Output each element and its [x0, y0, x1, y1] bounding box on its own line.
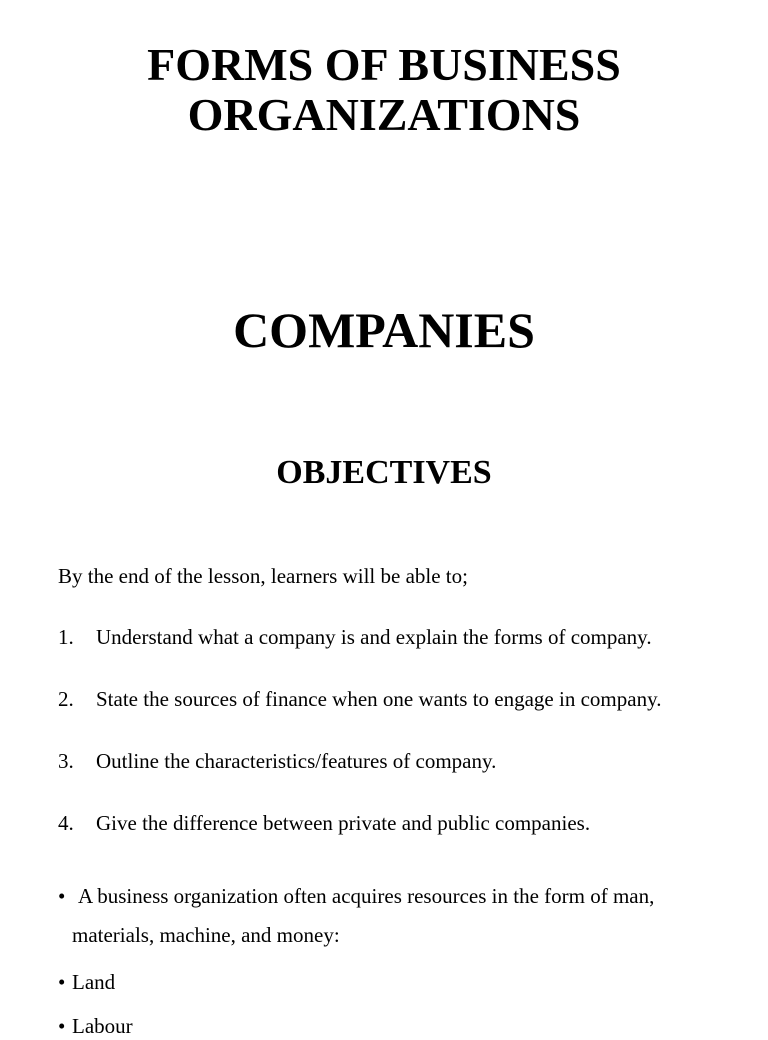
objective-text: Give the difference between private and public companies.: [96, 811, 591, 835]
objective-item-2: [58, 685, 661, 713]
resources-bullet: [58, 882, 718, 949]
objective-number: 3.: [58, 749, 74, 773]
objective-number: 1.: [58, 625, 74, 649]
objective-item-3: [58, 747, 496, 775]
bullet-item-labour: [58, 1012, 133, 1040]
document-title: [0, 40, 768, 140]
section-heading-companies: COMPANIES: [233, 302, 535, 358]
objective-text: Outline the characteristics/features of company.: [96, 749, 497, 773]
objective-number: 4.: [58, 811, 74, 835]
section-heading-objectives: OBJECTIVES: [276, 454, 492, 491]
objective-text: State the sources of finance when one wants to engage in company.: [96, 687, 662, 711]
objective-text: Understand what a company is and explain the forms of company.: [96, 625, 652, 649]
resources-text-line-1: A business organization often acquires resources in the form of man,: [78, 884, 655, 908]
bullet-item-land: [58, 968, 115, 996]
bullet-item-text: Labour: [72, 1014, 133, 1038]
title-line-2: ORGANIZATIONS: [187, 89, 581, 140]
objectives-intro: By the end of the lesson, learners will be able to;: [58, 564, 468, 588]
resources-text-line-2: materials, machine, and money:: [72, 923, 340, 947]
bullet-icon: •: [58, 970, 66, 994]
bullet-icon: •: [58, 884, 66, 908]
objective-number: 2.: [58, 687, 74, 711]
title-line-1: FORMS OF BUSINESS: [147, 39, 621, 90]
bullet-icon: •: [58, 1014, 66, 1038]
bullet-item-text: Land: [72, 970, 116, 994]
objective-item-1: [58, 623, 652, 651]
objective-item-4: [58, 809, 590, 837]
